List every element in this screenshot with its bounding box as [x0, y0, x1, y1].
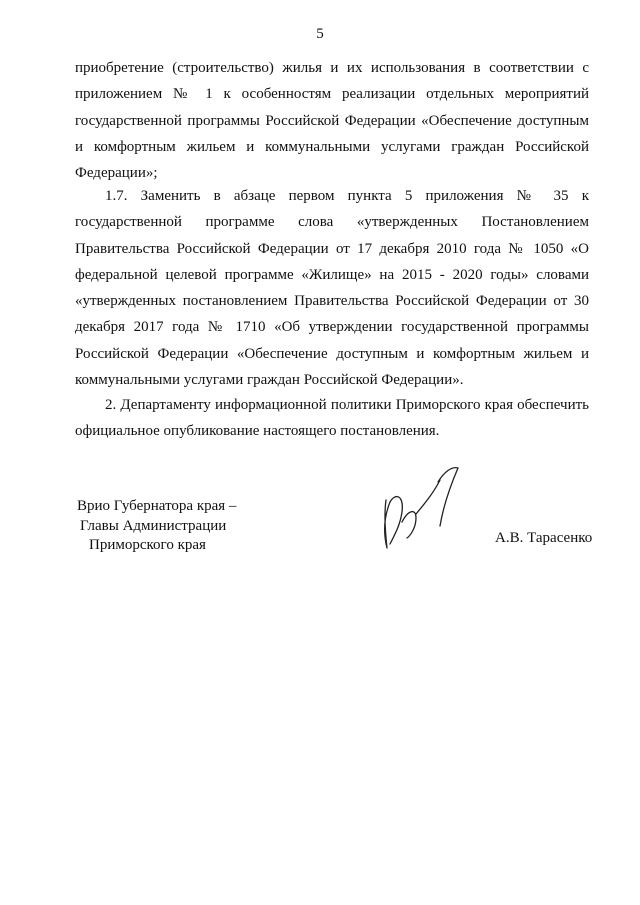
signatory-title — [77, 497, 236, 556]
page-number: 5 — [316, 26, 324, 42]
signatory-title-line1: Врио Губернатора края – — [77, 498, 237, 514]
paragraph-continuation: приобретение (строительство) жилья и их использования в соответствии с приложением № 1 к особенностям реализации отдельных мероприятий государственной программы Российской Федерации «Обеспечение доступным и комфортным жильем и коммунальными услугами граждан Российской Федерации»; — [75, 60, 589, 182]
signatory-title-line2: Главы Администрации — [80, 517, 227, 534]
handwritten-signature — [372, 462, 467, 560]
signatory-name: А.В. Тарасенко — [495, 530, 593, 546]
paragraph-1-7: 1.7. Заменить в абзаце первом пункта 5 приложения № 35 к государственной программе слова «утвержденных Постановлением Правительства Российской Федерации от 17 декабря 2010 года № 1050 «О федеральной целевой программе «Жилище» на 2015 - 2020 годы» словами «утвержденных постановлением Правительства Российской Федерации от 30 декабря 2017 года № 1710 «Об утверждении государственной программы Российской Федерации «Обеспечение доступным и комфортным жильем и коммунальными услугами граждан Российской Федерации». — [75, 188, 589, 389]
paragraph-2: 2. Департаменту информационной политики Приморского края обеспечить официальное опубликование настоящего постановления. — [75, 397, 589, 440]
signatory-title-line3: Приморского края — [89, 537, 206, 553]
